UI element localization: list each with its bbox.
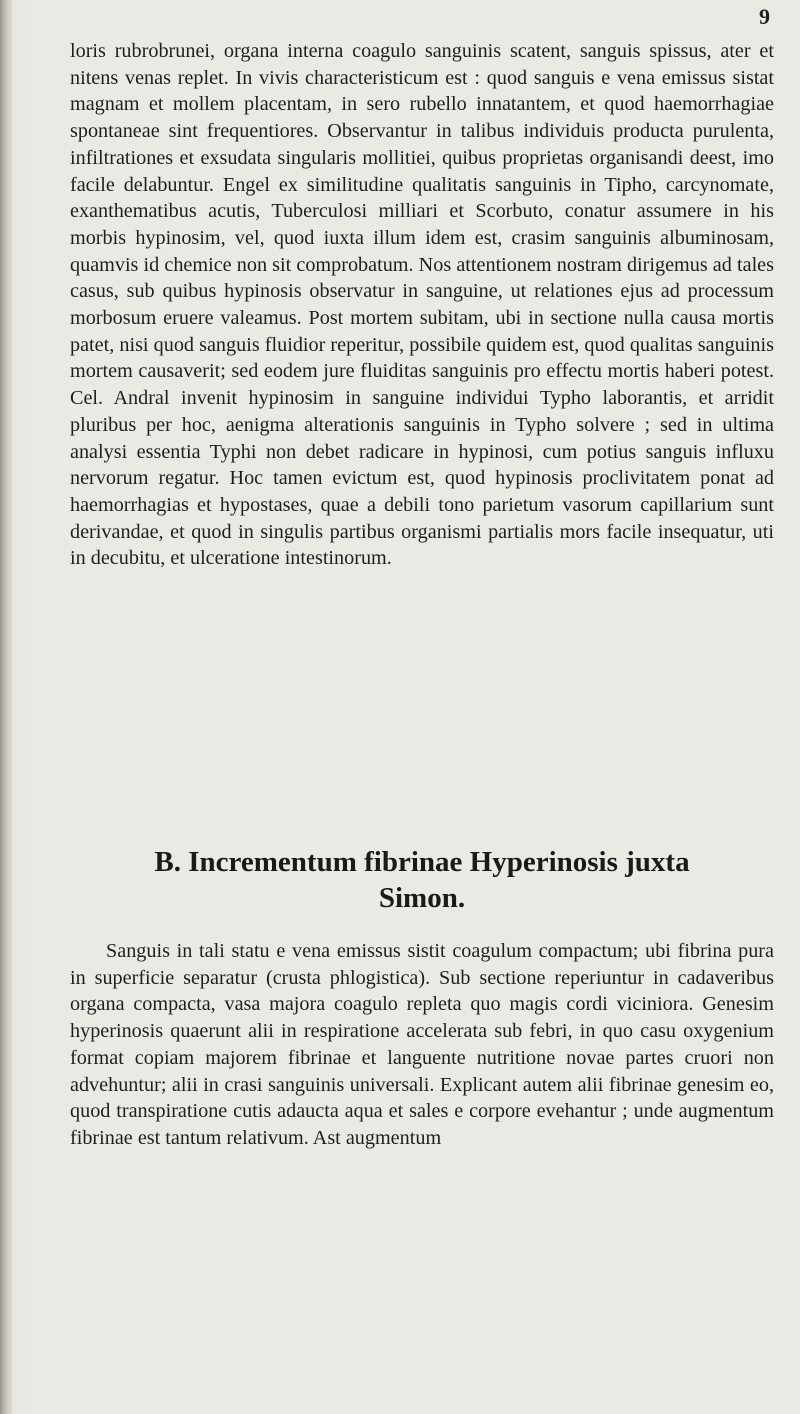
- body-paragraph-1: loris rubrobrunei, organa interna coagulo sanguinis scatent, sanguis spissus, ater et nitens venas replet. In vivis characteristicum est : quod sanguis e vena emissus sistat magnam et mollem placentam, in sero rubello innatantem, et quod haemorrhagiae spontaneae sint frequentiores. Observantur in talibus individuis producta purulenta, infiltrationes et exsudata singularis mollitiei, quibus proprietas organisandi deest, imo facile delabuntur. Engel ex similitudine qualitatis sanguinis in Tipho, carcynomate, exanthematibus acutis, Tuberculosi milliari et Scorbuto, conatur assumere in his morbis hypinosim, vel, quod iuxta illum idem est, crasim sanguinis albuminosam, quamvis id chemice non sit comprobatum. Nos attentionem nostram dirigemus ad tales casus, sub quibus hypinosis observatur in sanguine, ut relationes ejus ad processum morbosum eruere valeamus. Post mortem subitam, ubi in sectione nulla causa mortis patet, nisi quod sanguis fluidior reperitur, possibile quidem est, quod qualitas sanguinis mortem causaverit; sed eodem jure fluiditas sanguinis pro effectu mortis haberi potest. Cel. Andral invenit hypinosim in sanguine individui Typho laborantis, et arridit pluribus per hoc, aenigma alterationis sanguinis in Typho solvere ; sed in ultima analysi essentia Typhi non debet radicare in hypinosi, cum potius sanguis influxu nervorum regatur. Hoc tamen evictum est, quod hypinosis proclivitatem ponat ad haemorrhagias et hypostases, quae a debili tono parietum vasorum capillarium sunt derivandae, et quod in singulis partibus organismi partialis mors facile insequatur, uti in decubitu, et ulceratione intestinorum.: [70, 40, 774, 570]
- body-paragraph-2: Sanguis in tali statu e vena emissus sistit coagulum compactum; ubi fibrina pura in superficie separatur (crusta phlogistica). Sub sectione reperiuntur in cadaveribus organa compacta, vasa majora coagulo repleta quo magis cordi viciniora. Genesim hyperinosis quaerunt alii in respiratione accelerata sub febri, in quo casu oxygenium format copiam majorem fibrinae et languente nutritione novae partes cruori non advehuntur; alii in crasi sanguinis universali. Explicant autem alii fibrinae genesim eo, quod transpiratione cutis adaucta aqua et sales e corpore evehantur ; unde augmentum fibrinae est tantum relativum. Ast augmentum: [70, 940, 774, 1149]
- section-heading-line-1: B. Incrementum fibrinae Hyperinosis juxta: [154, 846, 690, 878]
- page-number: 9: [759, 4, 770, 29]
- section-heading: [70, 844, 774, 916]
- section-heading-line-2: Simon.: [378, 882, 466, 914]
- binding-edge: [0, 0, 12, 1414]
